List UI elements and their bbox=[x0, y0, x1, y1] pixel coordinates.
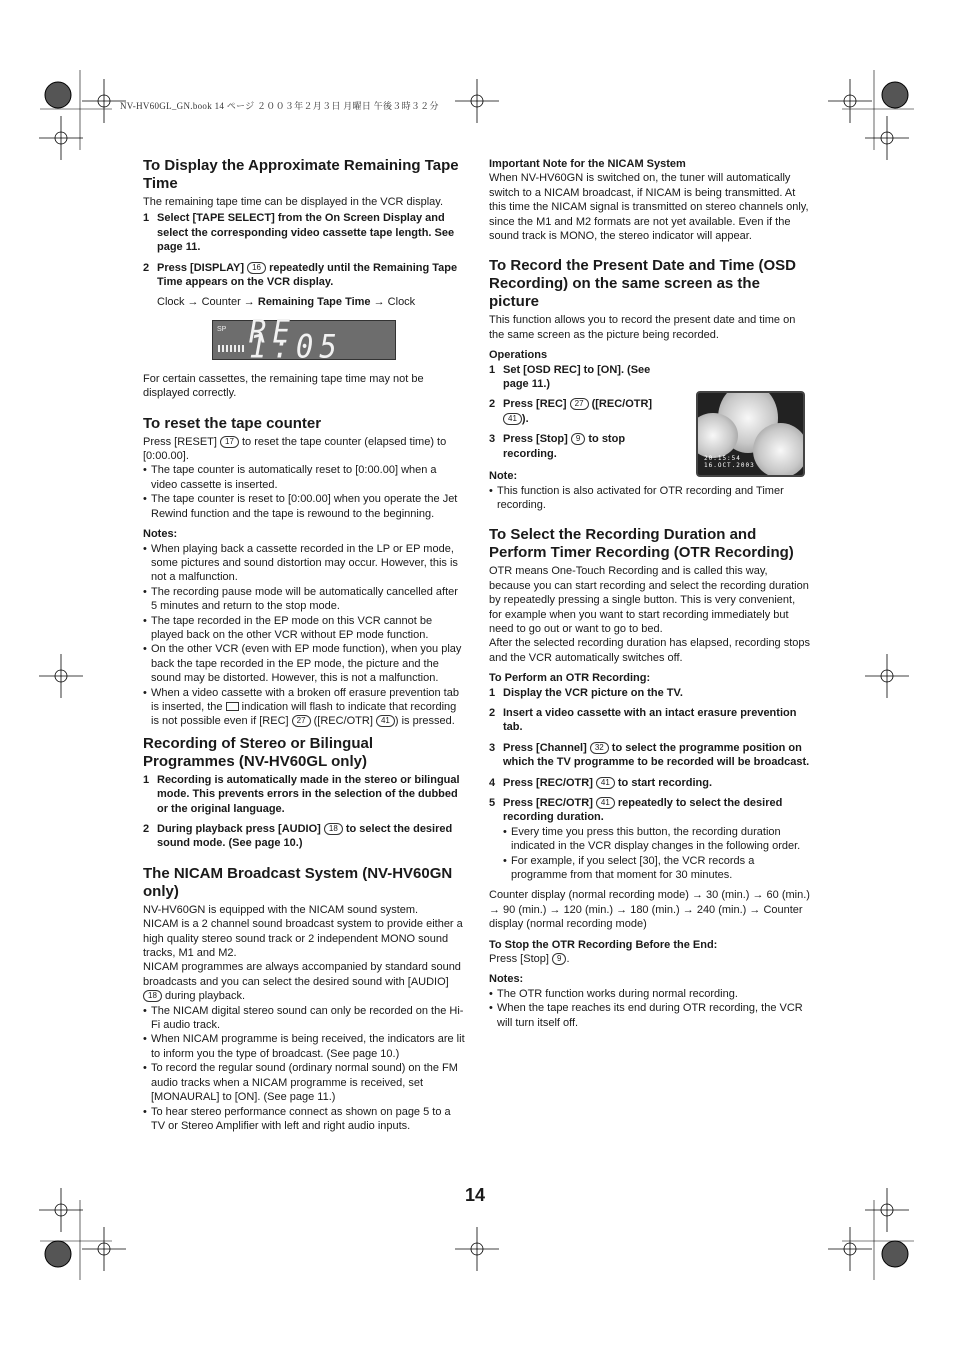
operations-label: Operations bbox=[489, 349, 548, 362]
crop-mark-bl bbox=[39, 1188, 83, 1232]
vcr-display-illustration bbox=[212, 312, 396, 366]
bullet-item: • To record the regular sound (ordinary normal sound) on the FM audio tracks when a NICAM programme is received, set [MONAURAL] to [ON]. (See page 11.) bbox=[143, 1061, 465, 1104]
cassette-icon bbox=[226, 702, 239, 711]
bullet-item: • To hear stereo performance connect as shown on page 5 to a TV or Stereo Amplifier with left and right audio inputs. bbox=[143, 1105, 465, 1134]
crop-mark-tl bbox=[39, 116, 83, 160]
duration-order: Counter display (normal recording mode) → 30 (min.) → 60 (min.) → 90 (min.) → 120 (min.) → 180 (min.) → 240 (min.) → Counter display (normal recording mode) bbox=[489, 889, 810, 931]
stop-label: To Stop the OTR Recording Before the End: bbox=[489, 938, 718, 951]
color-target-tl bbox=[45, 82, 71, 108]
section-title-reset-counter: To reset the tape counter bbox=[143, 414, 322, 432]
step-item: 1 Recording is automatically made in the stereo or bilingual mode. This prevents errors in the selection of the dubbed or the original language. bbox=[143, 773, 460, 815]
paragraph: After the selected recording duration has elapsed, recording stops and the VCR automatically switches off. bbox=[489, 637, 811, 664]
color-target-tr bbox=[882, 82, 908, 108]
step-item: 3 Press [Stop] 9 to stop recording. bbox=[489, 433, 626, 460]
key-ref-badge: 9 bbox=[571, 433, 585, 445]
left-column bbox=[143, 157, 465, 1133]
key-ref-badge: 41 bbox=[596, 797, 615, 809]
paragraph: NICAM is a 2 channel sound broadcast system to provide either a high quality stereo sound track or 2 independent MONO sound tracks, M1 and M2. bbox=[143, 918, 463, 960]
bullet-item: • Every time you press this button, the recording duration indicated in the VCR display changes in the following order. bbox=[503, 825, 811, 854]
sp-indicator: SP bbox=[217, 325, 227, 333]
print-header: NV-HV60GL_GN.book 14 ページ ２００３年２月３日 月曜日 午後３時３２分 bbox=[120, 101, 439, 111]
bullet-item: • When the tape reaches its end during OTR recording, the VCR will turn itself off. bbox=[489, 1001, 811, 1030]
paragraph: NV-HV60GN is equipped with the NICAM sound system. bbox=[143, 903, 419, 916]
step-item: 3 Press [Channel] 32 to select the programme position on which the TV programme to be recorded will be broadcast. bbox=[489, 741, 810, 769]
crop-mark-br2 bbox=[865, 1188, 909, 1232]
display-cycle: Clock → Counter → Remaining Tape Time → Clock bbox=[157, 296, 416, 309]
paragraph: Press [RESET] 17 to reset the tape counter (elapsed time) to [0:00.00]. bbox=[143, 435, 447, 463]
key-ref-badge: 41 bbox=[503, 413, 522, 425]
bullet-item: • The tape counter is automatically reset to [0:00.00] when a video cassette is inserted. bbox=[143, 463, 465, 492]
crop-mark-tr2 bbox=[865, 116, 909, 160]
bullet-item: • The recording pause mode will be automatically cancelled after 5 minutes and return to the stop mode. bbox=[143, 585, 465, 614]
key-ref-badge: 18 bbox=[324, 823, 343, 835]
key-ref-badge: 27 bbox=[292, 715, 311, 727]
crop-mark-br bbox=[828, 1227, 872, 1271]
notes-label: Notes: bbox=[489, 973, 524, 986]
step-item: 2 During playback press [AUDIO] 18 to select the desired sound mode. (See page 10.) bbox=[143, 823, 453, 850]
step-item: 5 Press [REC/OTR] 41 repeatedly to select the desired recording duration. bbox=[489, 797, 783, 824]
color-target-bl bbox=[45, 1241, 71, 1267]
step-item: 4 Press [REC/OTR] 41 to start recording. bbox=[489, 776, 713, 789]
notes-label: Notes: bbox=[143, 528, 178, 541]
bullet-item: • For example, if you select [30], the VCR records a programme from that moment for 30 minutes. bbox=[503, 854, 811, 883]
crop-mark-bl2 bbox=[82, 1227, 126, 1271]
osd-date-time: 20:15:54 16.OCT.2003 bbox=[704, 455, 755, 469]
paragraph: When NV-HV60GN is switched on, the tuner will automatically switch to a NICAM broadcast, if NICAM is being transmitted. At this time the NICAM signal is transmitted on stereo channels only, since the M1 and M2 formats are not yet available. Even if the sound track is MONO, the stereo indicator will appear. bbox=[489, 172, 809, 243]
paragraph: OTR means One-Touch Recording and is called this way, because you can start recording and select the recording duration by repeatedly pressing a single button. This is very convenient, for example when you want to start recording immediately but need to go out or want to go to bed. bbox=[489, 565, 809, 635]
step-item: 2 Press [DISPLAY] 16 repeatedly until the Remaining Tape Time appears on the VCR display. bbox=[143, 261, 458, 289]
lcd-readout: RE 1:05 bbox=[249, 312, 343, 366]
paragraph: NICAM programmes are always accompanied by standard sound broadcasts and you can select the desired sound with [AUDIO] 18 during playback. bbox=[143, 961, 461, 1003]
paragraph: The remaining tape time can be displayed in the VCR display. bbox=[143, 196, 444, 208]
key-ref-badge: 41 bbox=[376, 715, 395, 727]
step-item: 2 Insert a video cassette with an intact erasure prevention tab. bbox=[489, 706, 797, 734]
bullet-item: • The OTR function works during normal recording. bbox=[489, 987, 811, 1001]
tape-bar-indicator bbox=[218, 345, 244, 352]
note-label: Note: bbox=[489, 470, 518, 483]
key-ref-badge: 18 bbox=[143, 990, 162, 1002]
bullet-item: • On the other VCR (even with EP mode function), when you play back the tape recorded in the EP mode, the picture and the sound may be distorted. However, this is not a malfunction. bbox=[143, 642, 465, 685]
important-note-title: Important Note for the NICAM System bbox=[489, 158, 686, 170]
key-ref-badge: 41 bbox=[596, 777, 615, 789]
osd-recording-photo bbox=[696, 391, 805, 477]
otr-label: To Perform an OTR Recording: bbox=[489, 672, 651, 685]
step-item: 1 Display the VCR picture on the TV. bbox=[489, 686, 683, 699]
bullet-item: • The tape recorded in the EP mode on this VCR cannot be played back on the other VCR without EP mode function. bbox=[143, 614, 465, 643]
step-item: 2 Press [REC] 27 ([REC/OTR] 41 ). bbox=[489, 398, 653, 425]
crop-mark-ml bbox=[39, 654, 83, 698]
bullet-item: • When NICAM programme is being received, the indicators are lit to inform you the type of broadcast. (See page 10.) bbox=[143, 1032, 465, 1061]
section-title-remaining-tape-time: To Display the Approximate Remaining Tape Time bbox=[143, 157, 459, 192]
paragraph: For certain cassettes, the remaining tape time may not be displayed correctly. bbox=[143, 372, 424, 400]
right-column bbox=[489, 157, 811, 1030]
bullet-item: • This function is also activated for OTR recording and Timer recording. bbox=[489, 484, 811, 513]
color-target-br bbox=[882, 1241, 908, 1267]
crop-mark-tr bbox=[828, 79, 872, 123]
section-title-stereo-bilingual: Recording of Stereo or Bilingual Programmes (NV-HV60GL only) bbox=[143, 734, 374, 770]
crop-mark-tc bbox=[455, 79, 499, 123]
crop-mark-mr bbox=[865, 654, 909, 698]
section-title-osd-recording: To Record the Present Date and Time (OSD Recording) on the same screen as the picture bbox=[489, 257, 797, 311]
step-item: 1 Set [OSD REC] to [ON]. (See page 11.) bbox=[489, 363, 651, 391]
bullet-item: • The NICAM digital stereo sound can only be recorded on the Hi-Fi audio track. bbox=[143, 1004, 465, 1033]
key-ref-badge: 32 bbox=[590, 742, 609, 754]
step-item: 1 Select [TAPE SELECT] from the On Screen Display and select the corresponding video cassette tape length. See page 11. bbox=[143, 212, 455, 254]
key-ref-badge: 17 bbox=[220, 436, 239, 448]
key-ref-badge: 9 bbox=[552, 953, 566, 965]
bullet-item: • When playing back a cassette recorded in the LP or EP mode, some pictures and sound distortion may occur. However, this is not a malfunction. bbox=[143, 542, 465, 585]
crop-mark-bc bbox=[455, 1227, 499, 1271]
section-title-otr: To Select the Recording Duration and Perform Timer Recording (OTR Recording) bbox=[489, 526, 794, 562]
bullet-item: • The tape counter is reset to [0:00.00] when you operate the Jet Rewind function and the tape is rewound to the beginning. bbox=[143, 492, 465, 521]
key-ref-badge: 16 bbox=[247, 262, 266, 274]
section-title-nicam: The NICAM Broadcast System (NV-HV60GN only) bbox=[143, 864, 453, 900]
bullet-item: • When a video cassette with a broken off erasure prevention tab is inserted, the indication will flash to indicate that recording is not possible even if [REC] 27 ([REC/OTR] 41 ) is pressed. bbox=[143, 686, 465, 729]
page-number: 14 bbox=[465, 1185, 486, 1205]
paragraph: This function allows you to record the present date and time on the same screen as the picture being recorded. bbox=[489, 314, 796, 341]
key-ref-badge: 27 bbox=[570, 398, 589, 410]
paragraph: Press [Stop] 9 . bbox=[489, 953, 570, 966]
